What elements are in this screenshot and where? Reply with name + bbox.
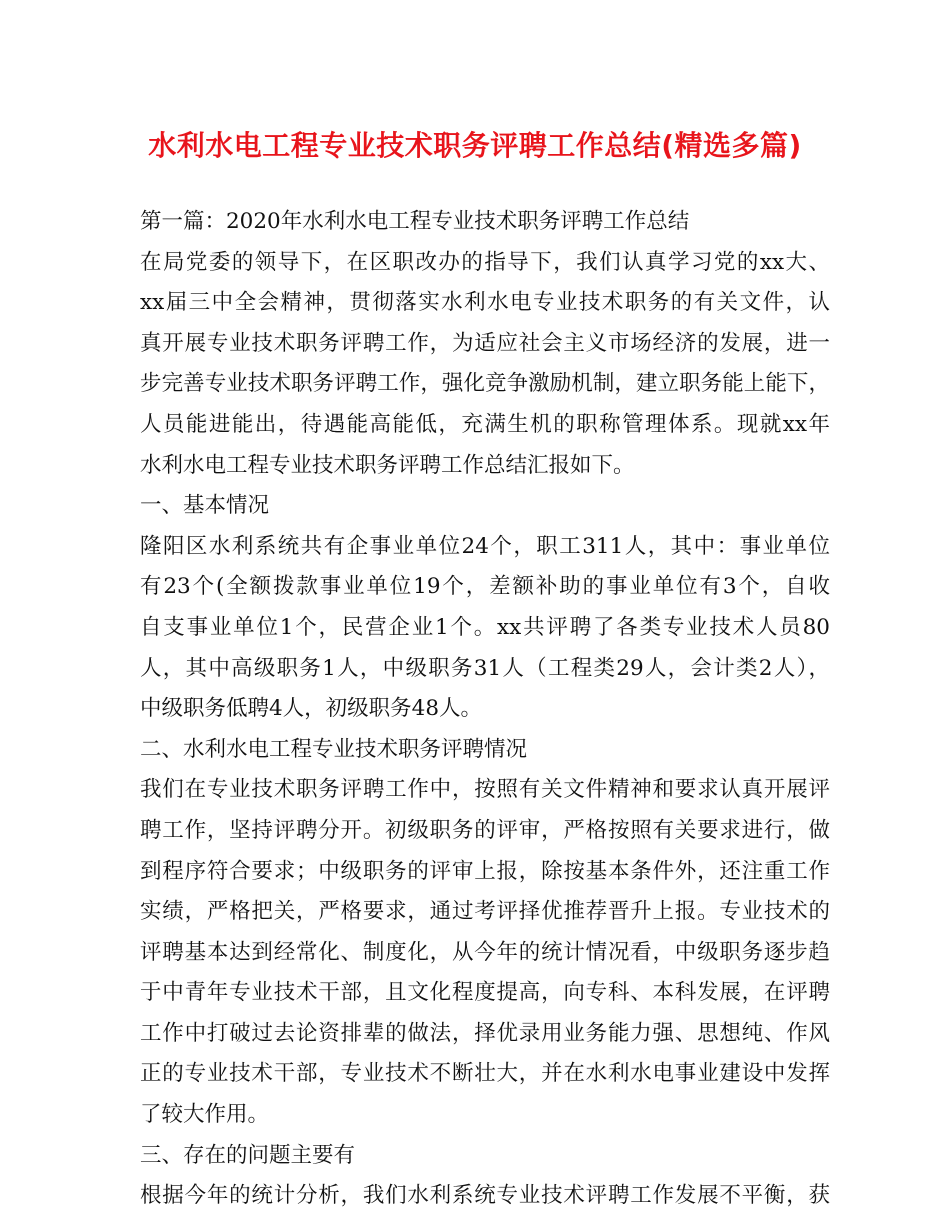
paragraph-line: 评聘基本达到经常化、制度化，从今年的统计情况看，中级职务逐步趋 bbox=[140, 939, 830, 965]
paragraph-line: xx届三中全会精神，贯彻落实水利水电专业技术职务的有关文件，认 bbox=[140, 290, 830, 316]
paragraph-line: 中级职务低聘4人，初级职务48人。 bbox=[140, 696, 483, 722]
paragraph-line: 实绩，严格把关，严格要求，通过考评择优推荐晋升上报。专业技术的 bbox=[140, 899, 830, 925]
paragraph-line: 水利水电工程专业技术职务评聘工作总结汇报如下。 bbox=[140, 452, 635, 478]
paragraph-line: 第一篇：2020年水利水电工程专业技术职务评聘工作总结 bbox=[140, 209, 690, 234]
paragraph-line: 聘工作，坚持评聘分开。初级职务的评审，严格按照有关要求进行，做 bbox=[140, 817, 830, 843]
paragraph-line: 三、存在的问题主要有 bbox=[140, 1142, 356, 1168]
paragraph-line: 到程序符合要求；中级职务的评审上报，除按基本条件外，还注重工作 bbox=[140, 858, 830, 884]
paragraph-line: 有23个(全额拨款事业单位19个，差额补助的事业单位有3个，自收 bbox=[140, 574, 830, 600]
paragraph-line: 一、基本情况 bbox=[140, 493, 270, 519]
paragraph-line: 工作中打破过去论资排辈的做法，择优录用业务能力强、思想纯、作风 bbox=[140, 1020, 830, 1046]
paragraph-line: 二、水利水电工程专业技术职务评聘情况 bbox=[140, 736, 528, 762]
paragraph-line: 我们在专业技术职务评聘工作中，按照有关文件精神和要求认真开展评 bbox=[140, 777, 830, 803]
paragraph-line: 步完善专业技术职务评聘工作，强化竞争激励机制，建立职务能上能下， bbox=[140, 371, 830, 397]
paragraph-line: 了较大作用。 bbox=[140, 1102, 270, 1128]
paragraph-line: 人员能进能出，待遇能高能低，充满生机的职称管理体系。现就xx年 bbox=[140, 411, 830, 437]
paragraph-line: 自支事业单位1个，民营企业1个。xx共评聘了各类专业技术人员80 bbox=[140, 614, 830, 640]
document-title: 水利水电工程专业技术职务评聘工作总结(精选多篇) bbox=[148, 129, 802, 162]
paragraph-line: 隆阳区水利系统共有企事业单位24个，职工311人，其中：事业单位 bbox=[140, 533, 830, 559]
paragraph-line: 于中青年专业技术干部，且文化程度提高，向专科、本科发展，在评聘 bbox=[140, 980, 830, 1006]
document-body bbox=[140, 202, 830, 1217]
paragraph-line: 人，其中高级职务1人，中级职务31人（工程类29人，会计类2人）， bbox=[140, 655, 830, 681]
paragraph-line: 正的专业技术干部，专业技术不断壮大，并在水利水电事业建设中发挥 bbox=[140, 1061, 830, 1087]
paragraph-line: 在局党委的领导下，在区职改办的指导下，我们认真学习党的xx大、 bbox=[140, 249, 830, 275]
paragraph-line: 根据今年的统计分析，我们水利系统专业技术评聘工作发展不平衡，获 bbox=[140, 1183, 830, 1209]
paragraph-line: 真开展专业技术职务评聘工作，为适应社会主义市场经济的发展，进一 bbox=[140, 330, 830, 356]
